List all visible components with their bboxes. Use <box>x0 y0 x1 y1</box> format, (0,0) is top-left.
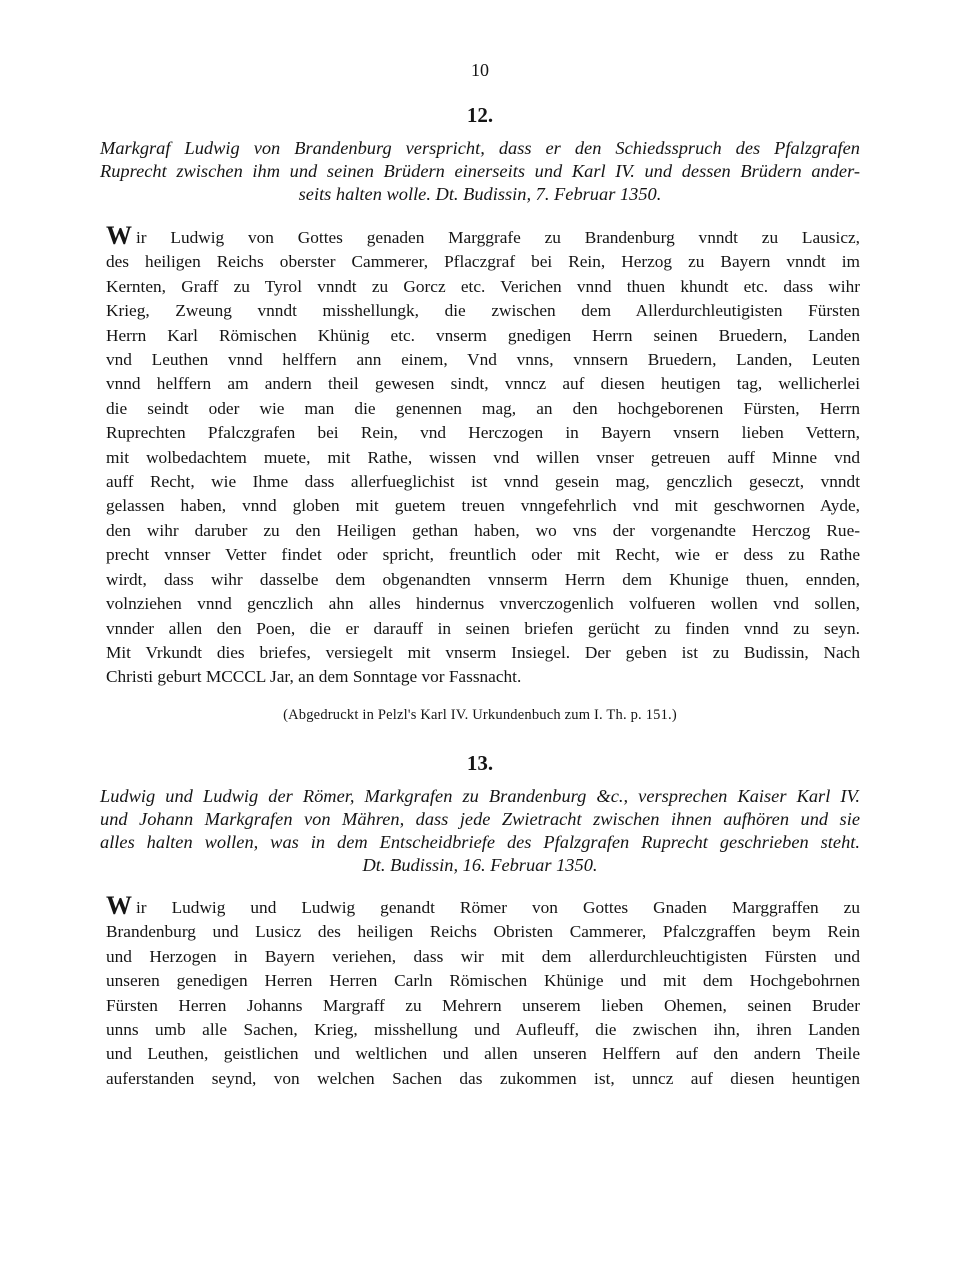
heading-line: und Johann Markgrafen von Mähren, dass jede Zwietracht zwischen ihnen aufhören und sie <box>100 809 860 829</box>
body-line: Fürsten Herren Johanns Margraff zu Mehrern unserem lieben Ohemen, seinen Bruder <box>106 995 860 1015</box>
body-line: Herrn Karl Römischen Khünig etc. vnserm gnedigen Herrn seinen Bruedern, Landen <box>106 325 860 345</box>
body-line: Christi geburt MCCCL Jar, an dem Sonntage vor Fassnacht. <box>106 667 522 687</box>
body-line: und Leuthen, geistlichen und weltlichen und allen unseren Helffern auf den andern Theile <box>106 1044 860 1064</box>
document-body-13 <box>106 891 860 1091</box>
heading-line: seits halten wolle. Dt. Budissin, 7. Februar 1350. <box>298 184 662 204</box>
document-number-13: 13. <box>466 751 494 775</box>
body-line: vnnder allen den Poen, die er darauff in seinen briefen gerücht zu finden vnnd zu seyn. <box>106 618 860 638</box>
heading-line: Ludwig und Ludwig der Römer, Markgrafen zu Brandenburg &c., versprechen Kaiser Karl IV. <box>100 786 860 806</box>
body-line: wirdt, dass wihr dasselbe dem obgenandten vnnserm Herrn dem Khunige thuen, ennden, <box>106 569 860 589</box>
document-body-12 <box>106 221 860 690</box>
body-line: auff Recht, wie Ihme dass allerfueglichist ist vnnd gesein mag, genczlich geseczt, vnndt <box>106 472 860 492</box>
body-line: Brandenburg und Lusicz des heiligen Reichs Obristen Cammerer, Pfalczgraffen beym Rein <box>106 922 860 942</box>
body-line: volnziehen vnnd genczlich ahn alles hindernus vnverczogenlich volfueren wollen vnd sollen, <box>106 594 860 614</box>
drop-initial: W <box>106 221 132 250</box>
body-line: auferstanden seynd, von welchen Sachen das zukommen ist, unncz auf diesen heuntigen <box>106 1068 860 1088</box>
body-line: vnd Leuthen vnnd helffern ann einem, Vnd vnns, vnnsern Bruedern, Landen, Leuten <box>106 350 860 370</box>
page-number: 10 <box>471 60 489 80</box>
body-line: Krieg, Zweung vnndt misshellungk, die zwischen dem Allerdurchleutigisten Fürsten <box>106 301 860 321</box>
body-line: und Herzogen in Bayern veriehen, dass wir mit dem allerdurchleuchtigisten Fürsten und <box>106 946 860 966</box>
heading-line: Markgraf Ludwig von Brandenburg verspricht, dass er den Schiedsspruch des Pfalzgrafen <box>100 138 860 158</box>
body-line: Ruprechten Pfalczgrafen bei Rein, vnd Herczogen in Bayern vnsern lieben Vettern, <box>106 423 860 443</box>
drop-initial: W <box>106 891 132 920</box>
body-line: unseren genedigen Herren Herren Carln Römischen Khünige und mit dem Hochgebohrnen <box>106 971 860 991</box>
document-heading-12 <box>100 137 860 206</box>
body-line: vnnd helffern am andern theil gewesen sindt, vnncz auf diesen heutigen tag, wellicherlei <box>106 374 860 394</box>
body-line: ir Ludwig von Gottes genaden Marggrafe zu Brandenburg vnndt zu Lausicz, <box>136 228 860 247</box>
body-line: ir Ludwig und Ludwig genandt Römer von Gottes Gnaden Marggraffen zu <box>136 898 860 917</box>
heading-line: Ruprecht zwischen ihm und seinen Brüdern einerseits und Karl IV. und dessen Brüdern ander- <box>100 161 860 181</box>
body-line: die seindt oder wie man die genennen mag, an den hochgeborenen Fürsten, Herrn <box>106 398 860 418</box>
source-citation-12: (Abgedruckt in Pelzl's Karl IV. Urkundenbuch zum I. Th. p. 151.) <box>283 707 677 723</box>
document-heading-13 <box>100 785 860 877</box>
body-line: gelassen haben, vnnd globen mit guetem treuen vnngefehrlich vnd mit geschwornen Ayde, <box>106 496 860 516</box>
body-line: unns umb alle Sachen, Krieg, misshellung und Aufleuff, die zwischen ihn, ihren Landen <box>106 1020 860 1040</box>
heading-line: alles halten wollen, was in dem Entscheidbriefe des Pfalzgrafen Ruprecht geschrieben steht. <box>100 832 860 852</box>
body-line: des heiligen Reichs oberster Cammerer, Pflaczgraf bei Rein, Herzog zu Bayern vnndt im <box>106 252 860 272</box>
document-number-12: 12. <box>466 103 494 127</box>
body-line: Mit Vrkundt dies briefes, versiegelt mit vnserm Insiegel. Der geben ist zu Budissin, Nach <box>106 642 860 662</box>
body-line: precht vnnser Vetter findet oder spricht, freuntlich oder mit Recht, wie er dess zu Rathe <box>106 545 860 565</box>
heading-line: Dt. Budissin, 16. Februar 1350. <box>362 855 598 875</box>
body-line: den wihr daruber zu den Heiligen gethan haben, wo vns der vorgenandte Herczog Rue- <box>106 520 860 540</box>
body-line: Kernten, Graff zu Tyrol vnndt zu Gorcz etc. Verichen vnnd thuen khundt etc. dass wihr <box>106 276 860 296</box>
body-line: mit wolbedachtem muete, mit Rathe, wissen vnd willen vnser getreuen auff Minne vnd <box>106 447 860 467</box>
